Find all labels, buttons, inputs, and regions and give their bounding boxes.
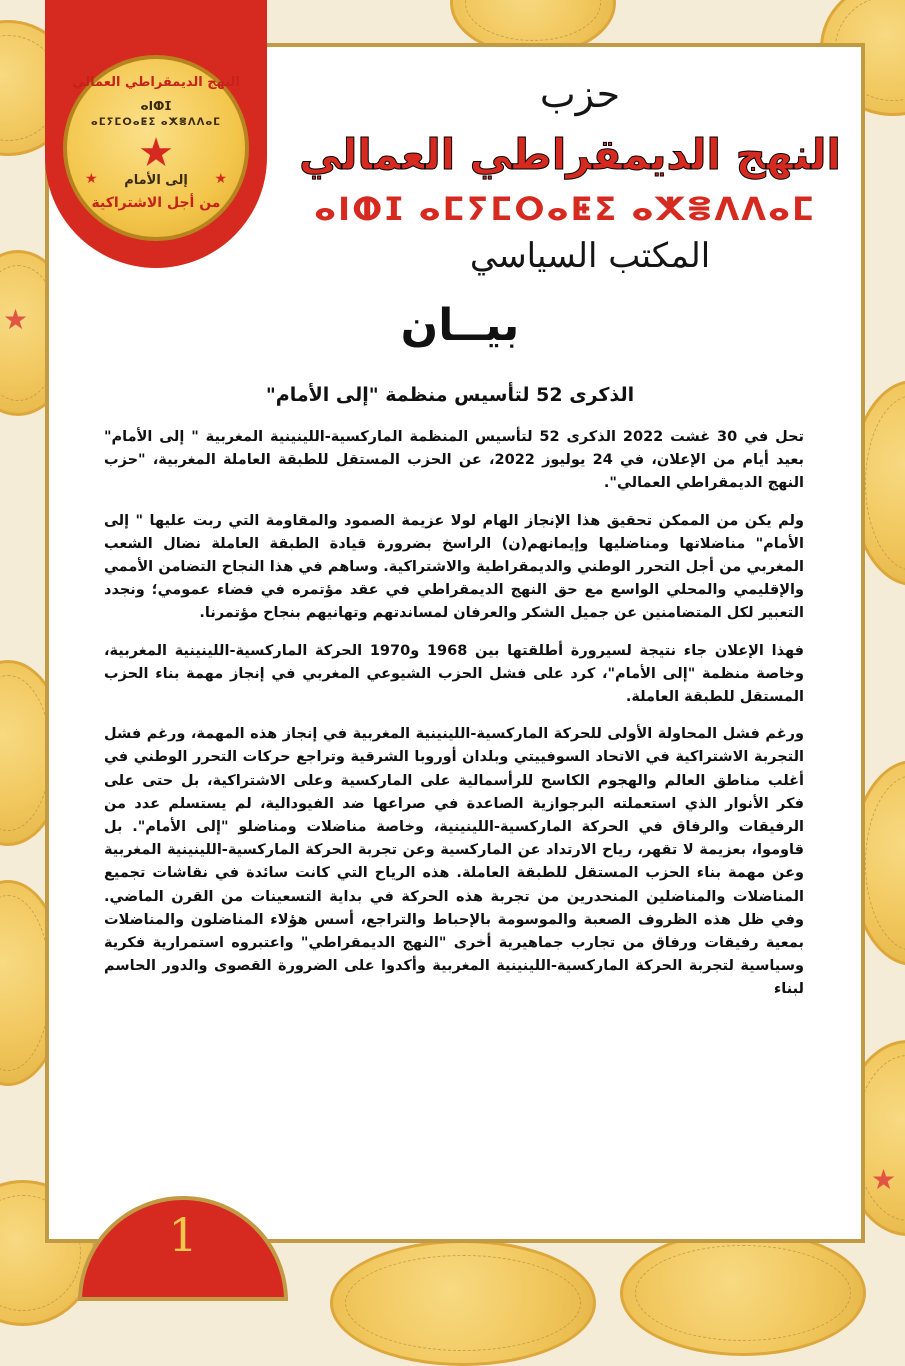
logo-top-text: النهج الديمقراطي العمالي: [72, 75, 240, 90]
background-coin: ★: [0, 250, 76, 416]
party-logo: [63, 55, 249, 241]
paragraph: ولم يكن من الممكن تحقيق هذا الإنجاز الهام لولا عزيمة الصمود والمقاومة التي ربت عليها " إلى الأمام" مناضلاتها ومناضليها وإيمانهم(ن) الراسخ بضرورة قيادة الطبقة العاملة نضال الشعب المغربي من أجل التحرر الوطني والديمقراطية والاشتراكية. وساهم في هذا النجاح التضامن الأممي والإقليمي والمحلي الواسع مع حق النهج الديمقراطي في عقد مؤتمره في فضاء عمومي؛ ونجدد التعبير لكل المتضامنين عن جميل الشكر والعرفان لمساندتهم وتهانيهم بنجاح مؤتمرنا.: [104, 512, 804, 622]
background-coin: ★: [840, 1040, 905, 1236]
document-body: [104, 426, 804, 1166]
header-political-bureau: المكتب السياسي: [469, 236, 711, 276]
paragraph: تحل في 30 غشت 2022 الذكرى 52 لتأسيس المنظمة الماركسية-اللينينية المغربية " إلى الأمام" بعيد أيام من الإعلان، في 24 يوليوز 2022، عن الحزب المستقل للطبقة العاملة المغربية، "حزب النهج الديمقراطي العمالي".: [104, 429, 804, 492]
logo-amazigh-line2: ⴰⵎⵢⵎⵔⴰⵟⵉ ⴰⵅⴻⴷⴷⴰⵎ: [90, 117, 222, 128]
logo-slogan-1: إلى الأمام: [124, 173, 188, 188]
page-number: 1: [168, 1208, 198, 1262]
header-hizb: حزب: [539, 72, 621, 116]
small-star-icon: ★: [214, 171, 227, 187]
document-title: الذكرى 52 لتأسيس منظمة "إلى الأمام": [265, 384, 635, 406]
background-coin: [620, 1230, 866, 1356]
star-icon: ★: [138, 130, 174, 176]
header-statement: بيــان: [400, 300, 520, 351]
logo-slogan-2: من أجل الاشتراكية: [91, 195, 221, 211]
header-party-name: النهج الديمقراطي العمالي: [299, 130, 841, 179]
paragraph: فهذا الإعلان جاء نتيجة لسيرورة أطلقتها بين 1968 و1970 الحركة الماركسية-اللينينية المغربية، وخاصة منظمة "إلى الأمام"، كرد على فشل الحزب الشيوعي المغربي في إنجاز مهمة بناء الحزب المستقل للطبقة العاملة.: [104, 642, 804, 706]
small-star-icon: ★: [85, 171, 98, 187]
logo-amazigh-line1: ⴰⵏⵀⵊ: [140, 99, 172, 113]
header-party-name-amazigh: ⴰⵏⵀⵊ ⴰⵎⵢⵎⵔⴰⵟⵉ ⴰⵅⴻⴷⴷⴰⵎ: [314, 190, 816, 228]
paragraph: ورغم فشل المحاولة الأولى للحركة الماركسية-اللينينية المغربية في إنجاز هذه المهمة، ورغم فشل التجربة الاشتراكية في الاتحاد السوفييتي وبلدان أوروبا الشرقية وتراجع حركات التحرر الوطني في أغلب مناطق العالم والهجوم الكاسح للرأسمالية على الماركسية وعلى الاشتراكية، بل حتى على فكر الأنوار الذي استعملته البرجوازية الصاعدة في صراعها ضد الفيودالية، لم يستسلم عدد من الرفيقات والرفاق في الحركة الماركسية-اللينينية، وخاصة مناضلات ومناضلو "إلى الأمام". بل قاوموا، بعزيمة لا تقهر، رياح الارتداد عن الماركسية وعن تجربة الحركة الماركسية-اللينينية المغربية وعن مهمة بناء الحزب المستقل للطبقة العاملة. هذه الرياح التي كانت سائدة في نقاشات تجميع المناضلات والمناضلين المنحدرين من تجربة هذه الحركة في بداية التسعينات من القرن الماضي. وفي ظل هذه الظروف الصعبة والموسومة بالإحباط والتراجع، أسس هؤلاء المناضلون والمناضلات بمعية رفيقات ورفاق من تجارب جماهيرية أخرى "النهج الديمقراطي" واعتبروه استمرارية فكرية وسياسية لتجربة الحركة الماركسية-اللينينية المغربية وأكدوا على الضرورة القصوى والدور الحاسم لبناء: [104, 726, 804, 998]
background-coin: [330, 1240, 596, 1366]
